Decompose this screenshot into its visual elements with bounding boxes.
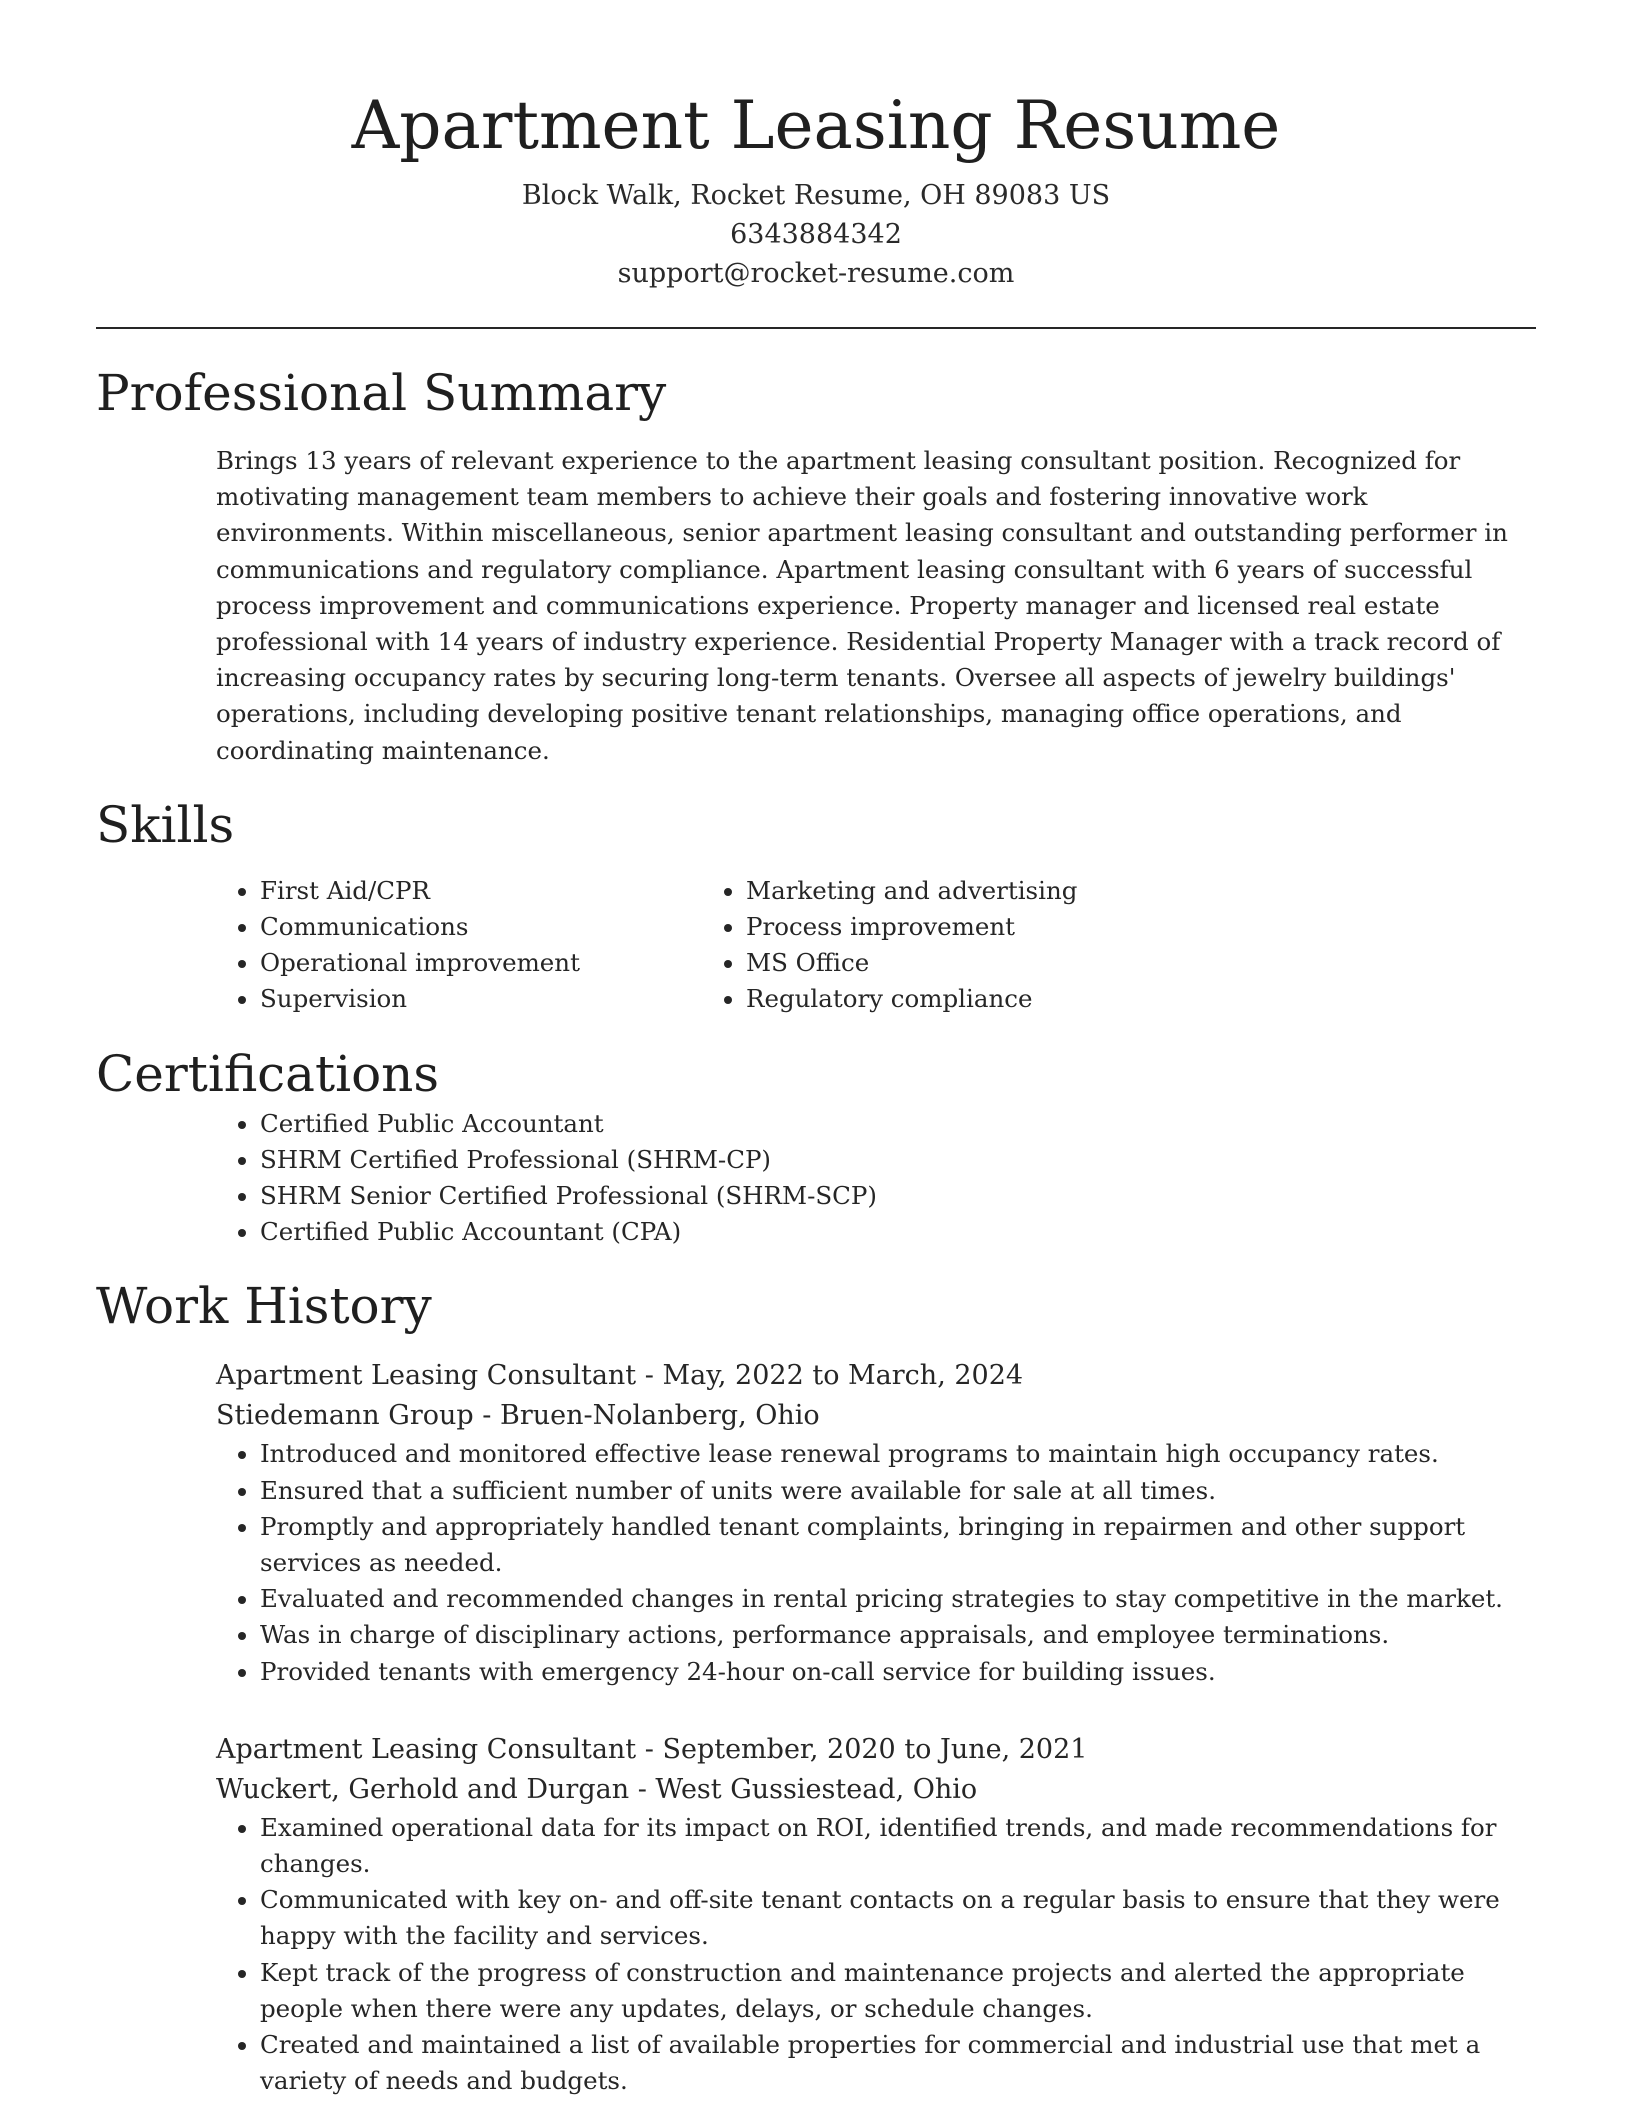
- contact-block: [96, 176, 1536, 293]
- job-title-line: Apartment Leasing Consultant - September, 2020 to June, 2021: [216, 1733, 1088, 1765]
- resume-header: [96, 0, 1536, 293]
- job-bullet: • Provided tenants with emergency 24-hour on-call service for building issues.: [260, 1654, 1536, 1690]
- summary-text: Brings 13 years of relevant experience to the apartment leasing consultant position. Recognized for motivating management team members to achieve their goals and fostering innovative work environments. Within miscellaneous, senior apartment leasing consultant and outstanding performer in communications and regulatory compliance. Apartment leasing consultant with 6 years of successful process improvement and communications experience. Property manager and licensed real estate professional with 14 years of industry experience. Residential Property Manager with a track record of increasing occupancy rates by securing long-term tenants. Oversee all aspects of jewelry buildings' operations, including developing positive tenant relationships, managing office operations, and coordinating maintenance.: [216, 446, 1508, 765]
- skill-item: • Process improvement: [746, 909, 1232, 945]
- job-company: Stiedemann Group: [216, 1400, 474, 1432]
- skills-column-right: [746, 873, 1232, 1018]
- certification-item: • SHRM Senior Certified Professional (SHRM-SCP): [260, 1178, 1536, 1214]
- certifications-heading: Certifications: [96, 1044, 440, 1103]
- job-company-line: Wuckert, Gerhold and Durgan - West Gussiestead, Ohio: [216, 1773, 978, 1805]
- skill-item: • Regulatory compliance: [746, 981, 1232, 1017]
- job-title-line: Apartment Leasing Consultant - May, 2022 to March, 2024: [216, 1360, 1024, 1392]
- job-title: Apartment Leasing Consultant: [216, 1733, 637, 1765]
- skill-item: • Operational improvement: [260, 945, 746, 981]
- job-bullet: • Communicated with key on- and off-site tenant contacts on a regular basis to ensure that they were happy with the facility and services.: [260, 1882, 1536, 1954]
- job-company-line: Stiedemann Group - Bruen-Nolanberg, Ohio: [216, 1400, 820, 1432]
- contact-phone: 6343884342: [730, 219, 902, 250]
- certification-item: • Certified Public Accountant: [260, 1106, 1536, 1142]
- job-bullet: • Evaluated and recommended changes in rental pricing strategies to stay competitive in the market.: [260, 1581, 1536, 1617]
- job-dates: May, 2022 to March, 2024: [662, 1360, 1024, 1392]
- header-divider: [96, 327, 1536, 329]
- certification-item: • SHRM Certified Professional (SHRM-CP): [260, 1142, 1536, 1178]
- summary-heading: Professional Summary: [96, 364, 667, 422]
- job-bullet: • Created and maintained a list of available properties for commercial and industrial use that met a variety of needs and budgets.: [260, 2027, 1536, 2099]
- job-bullet: • Examined operational data for its impact on ROI, identified trends, and made recommendations for changes.: [260, 1810, 1536, 1882]
- skills-heading: Skills: [96, 795, 235, 854]
- job-entry: [216, 1356, 1536, 1689]
- job-title: Apartment Leasing Consultant: [216, 1360, 637, 1392]
- work-history-heading: Work History: [96, 1277, 432, 1336]
- job-bullet: • Ensured that a sufficient number of units were available for sale at all times.: [260, 1473, 1536, 1509]
- resume-page: [96, 0, 1536, 2100]
- certifications-list: [96, 1106, 1536, 1251]
- job-bullets: [216, 1436, 1536, 1689]
- skill-item: • Supervision: [260, 981, 746, 1017]
- skill-item: • Communications: [260, 909, 746, 945]
- job-bullet: • Promptly and appropriately handled tenant complaints, bringing in repairmen and other support services as needed.: [260, 1509, 1536, 1581]
- job-bullet: • Was in charge of disciplinary actions, performance appraisals, and employee terminations.: [260, 1617, 1536, 1653]
- job-dates: September, 2020 to June, 2021: [662, 1733, 1088, 1765]
- resume-title: Apartment Leasing Resume: [351, 87, 1281, 164]
- skill-item: • Marketing and advertising: [746, 873, 1232, 909]
- certification-item: • Certified Public Accountant (CPA): [260, 1214, 1536, 1250]
- contact-email: support@rocket-resume.com: [617, 258, 1015, 289]
- job-entry: [216, 1730, 1536, 2100]
- job-location: Bruen-Nolanberg, Ohio: [499, 1400, 820, 1432]
- skill-item: • MS Office: [746, 945, 1232, 981]
- job-location: West Gussiestead, Ohio: [655, 1773, 978, 1805]
- job-bullet: • Kept track of the progress of construction and maintenance projects and alerted the appropriate people when there were any updates, delays, or schedule changes.: [260, 1955, 1536, 2027]
- contact-address: Block Walk, Rocket Resume, OH 89083 US: [521, 180, 1111, 211]
- skill-item: • First Aid/CPR: [260, 873, 746, 909]
- job-bullets: [216, 1810, 1536, 2100]
- skills-list: [96, 873, 1536, 1018]
- skills-column-left: [96, 873, 746, 1018]
- job-company: Wuckert, Gerhold and Durgan: [216, 1773, 630, 1805]
- job-bullet: • Introduced and monitored effective lease renewal programs to maintain high occupancy rates.: [260, 1436, 1536, 1472]
